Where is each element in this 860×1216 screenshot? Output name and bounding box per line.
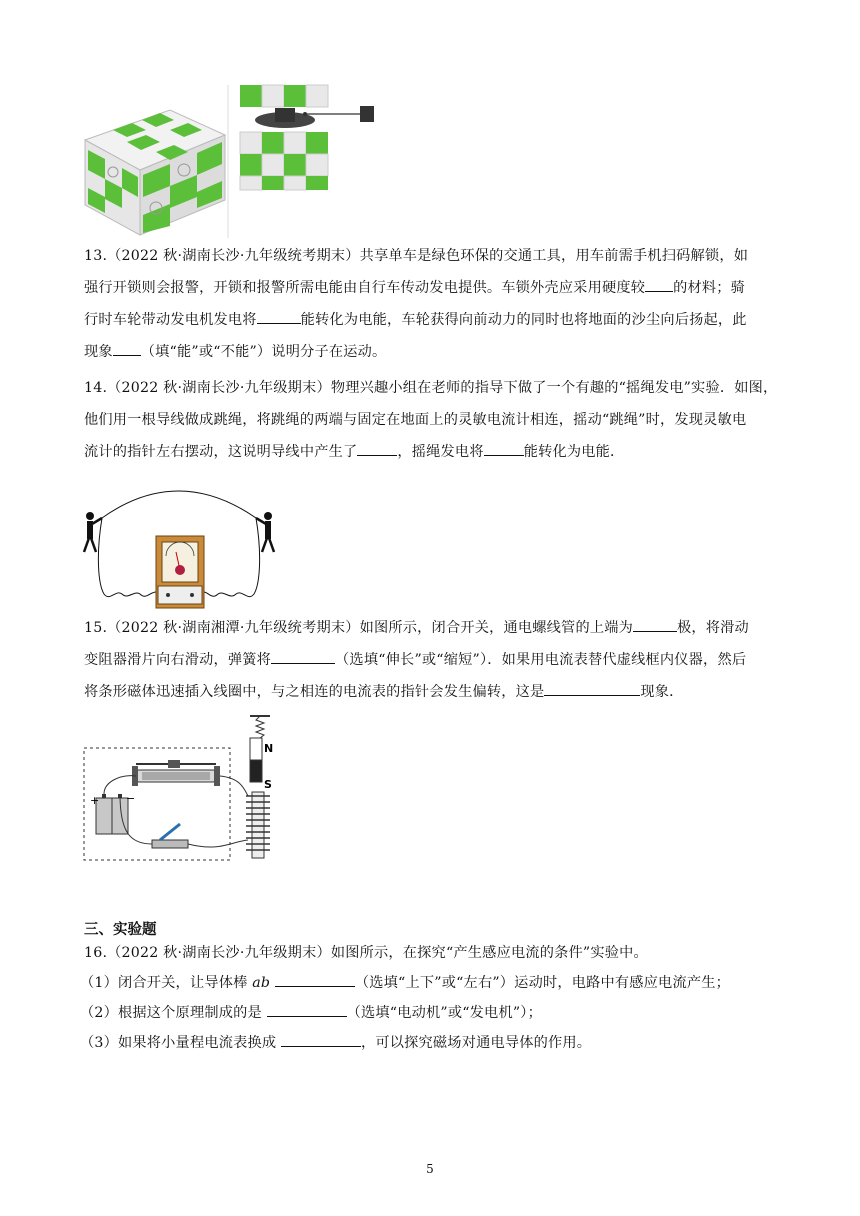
switch-icon: [152, 824, 188, 848]
answer-blank[interactable]: [544, 681, 640, 696]
q16-sub-3: （3）如果将小量程电流表换成 ，可以探究磁场对通电导体的作用。: [80, 1028, 784, 1058]
section-title: 三、实验题: [84, 922, 157, 938]
magnet-n-label: N: [264, 742, 274, 755]
opened-cube-image: [240, 85, 374, 190]
circuit-wire: [220, 776, 248, 796]
question-15: [84, 612, 784, 708]
answer-blank[interactable]: [113, 341, 141, 356]
galvanometer-icon: [156, 536, 204, 608]
q15-line-2: 变阻器滑片向右滑动，弹簧将 （选填“伸长”或“缩短”）．如果用电流表替代虚线框内仪器，然后: [84, 644, 784, 676]
q13-line-3: 行时车轮带动发电机发电将 能转化为电能，车轮获得向前动力的同时也将地面的沙尘向后扬起，此: [84, 304, 784, 336]
q13-line-1: 13.（2022 秋·湖南长沙·九年级统考期末）共享单车是绿色环保的交通工具，用车前需手机扫码解锁，如: [84, 248, 749, 264]
page-number: 5: [426, 1162, 434, 1176]
left-person-icon: [84, 512, 102, 552]
rope-wire: [98, 518, 156, 597]
answer-blank[interactable]: [357, 441, 397, 456]
solenoid-icon: [246, 792, 270, 858]
right-person-icon: [256, 512, 274, 552]
battery-minus-label: −: [126, 792, 136, 805]
q13-line-2: 强行开锁则会报警，开锁和报警所需电能由自行车传动发电提供。车锁外壳应采用硬度较 的材料；骑: [84, 272, 784, 304]
magnet-s-label: S: [264, 778, 272, 791]
q16-sub-1: （1）闭合开关，让导体棒 ab （选填“上下”或“左右”）运动时，电路中有感应电流产生；: [80, 968, 784, 998]
q14-line-3: 流计的指针左右摆动，这说明导线中产生了 ，摇绳发电将 能转化为电能．: [84, 436, 784, 468]
q16-sub-2: （2）根据这个原理制成的是 （选填“电动机”或“发电机”）；: [80, 998, 784, 1028]
cube-image: [85, 110, 225, 235]
battery-plus-label: +: [90, 794, 100, 807]
battery-icon: [96, 794, 128, 834]
q14-line-1: 14.（2022 秋·湖南长沙·九年级期末）物理兴趣小组在老师的指导下做了一个有趣的“摇绳发电”实验．如图，: [84, 380, 778, 396]
circuit-wire: [188, 840, 248, 847]
answer-blank[interactable]: [271, 649, 335, 664]
rope-wire: [204, 518, 260, 597]
answer-blank[interactable]: [645, 277, 673, 292]
answer-blank[interactable]: [267, 1002, 347, 1017]
rheostat-icon: [132, 760, 220, 786]
q13-line-4: 现象 （填“能”或“不能”）说明分子在运动。: [84, 336, 784, 368]
question-13: [84, 240, 784, 368]
rope-wire: [102, 491, 256, 518]
answer-blank[interactable]: [275, 972, 355, 987]
solenoid-circuit-figure: [80, 712, 280, 868]
q15-line-1: 15.（2022 秋·湖南湘潭·九年级统考期末）如图所示，闭合开关，通电螺线管的上端为 极，将滑动: [84, 612, 784, 644]
question-14: [84, 372, 784, 468]
answer-blank[interactable]: [633, 617, 677, 632]
answer-blank[interactable]: [257, 309, 301, 324]
answer-blank[interactable]: [484, 441, 524, 456]
answer-blank[interactable]: [281, 1032, 361, 1047]
cube-lock-figure: [80, 80, 380, 240]
spring-icon: [250, 716, 270, 738]
q14-line-2: 他们用一根导线做成跳绳，将跳绳的两端与固定在地面上的灵敏电流计相连，摇动“跳绳”时，发现灵敏电: [84, 412, 747, 428]
q16-line-1: 16.（2022 秋·湖南长沙·九年级期末）如图所示，在探究“产生感应电流的条件”实验中。: [84, 945, 648, 961]
q15-line-3: 将条形磁体迅速插入线圈中，与之相连的电流表的指针会发生偏转，这是 现象．: [84, 676, 784, 708]
question-16: [80, 938, 784, 1058]
bar-magnet-icon: [250, 738, 262, 782]
rope-generator-figure: [78, 474, 288, 614]
